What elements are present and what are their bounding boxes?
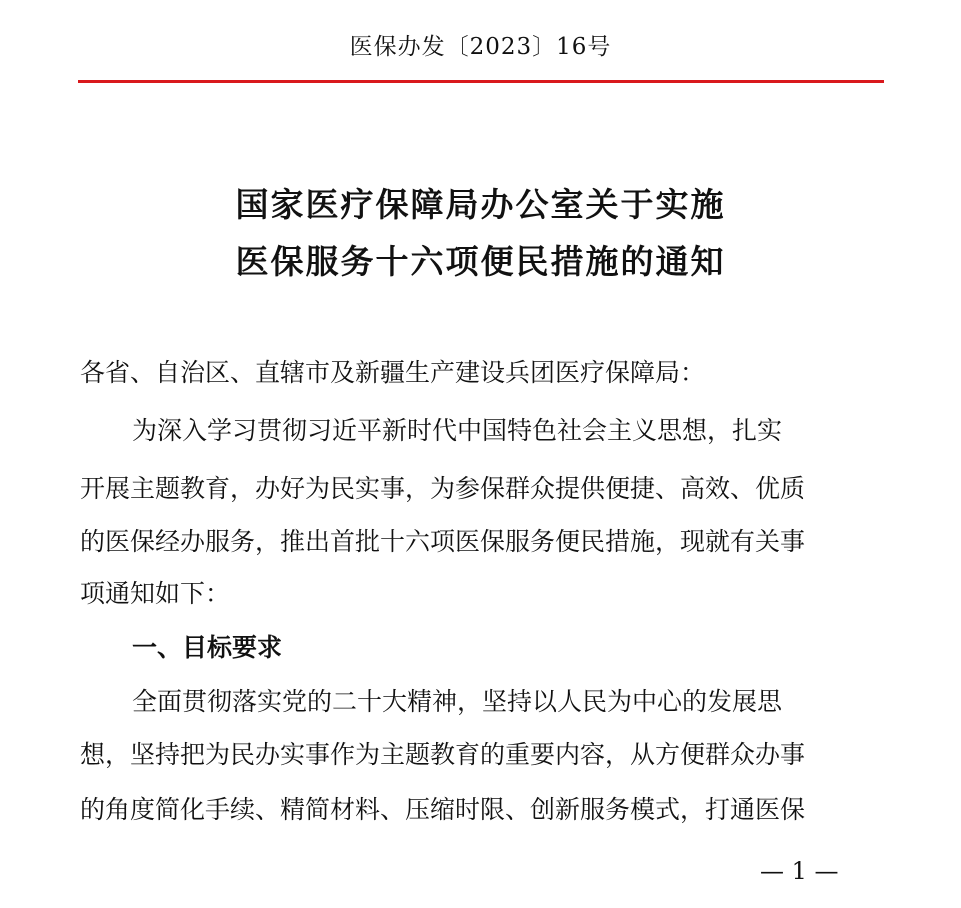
addressee: 各省、自治区、直辖市及新疆生产建设兵团医疗保障局： [80, 358, 706, 387]
doc-number: 医保办发〔2023〕16号 [349, 34, 612, 60]
section-heading: 一、目标要求 [132, 633, 283, 662]
paragraph-line: 项通知如下： [80, 579, 231, 608]
red-header-rule [78, 80, 884, 83]
page-number: — 1 — [760, 857, 839, 885]
paragraph-line: 的医保经办服务，推出首批十六项医保服务便民措施，现就有关事 [80, 527, 806, 556]
paragraph-line: 想，坚持把为民办实事作为主题教育的重要内容，从方便群众办事 [80, 740, 806, 769]
paragraph-line: 开展主题教育，办好为民实事，为参保群众提供便捷、高效、优质 [80, 474, 806, 503]
paragraph-line: 的角度简化手续、精简材料、压缩时限、创新服务模式，打通医保 [80, 795, 806, 824]
document-title-line-2: 医保服务十六项便民措施的通知 [235, 242, 726, 281]
paragraph-line: 为深入学习贯彻习近平新时代中国特色社会主义思想，扎实 [132, 416, 783, 445]
document-title-line-1: 国家医疗保障局办公室关于实施 [235, 185, 726, 224]
paragraph-line: 全面贯彻落实党的二十大精神，坚持以人民为中心的发展思 [132, 687, 783, 716]
